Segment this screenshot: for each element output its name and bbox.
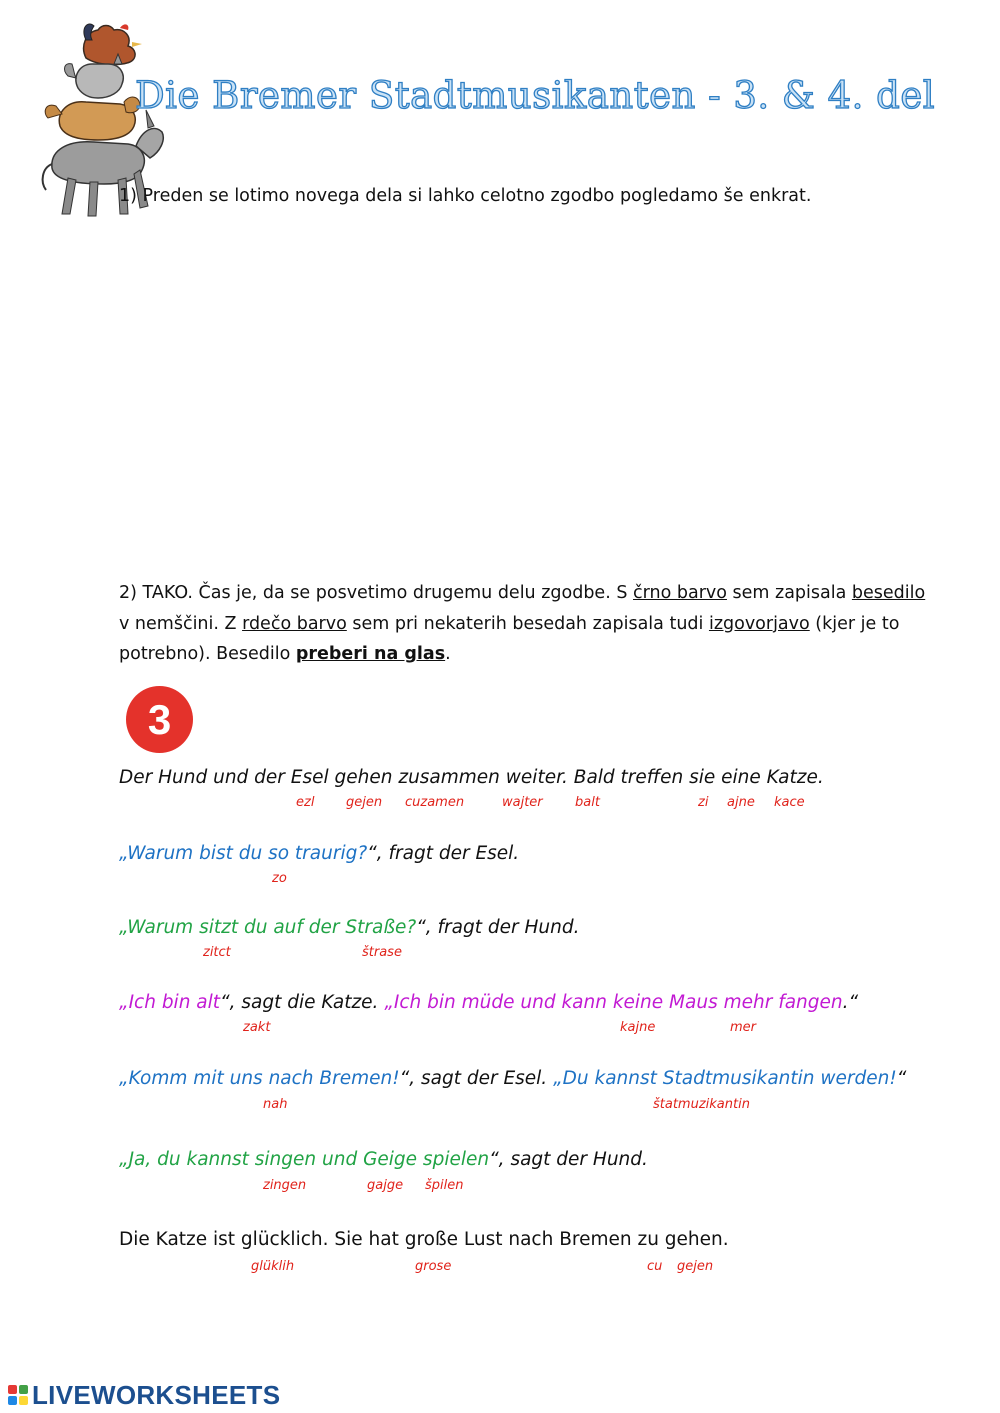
- pronunciation-hint: wajter: [502, 795, 543, 810]
- dog-icon: [45, 97, 140, 140]
- pronunciation-hint: kace: [774, 795, 805, 810]
- pronunciation-hint: glüklih: [251, 1259, 295, 1274]
- pronunciation-hint: balt: [575, 795, 600, 810]
- pronunciation-hint: ezl: [296, 795, 315, 810]
- logo-mark-icon: [8, 1385, 28, 1405]
- pronunciation-hint: kajne: [620, 1020, 656, 1035]
- pronunciation-hint: nah: [263, 1097, 288, 1112]
- quote-text: „Du kannst Stadtmusikantin werden!: [553, 1068, 897, 1089]
- story-line-6: „Ja, du kannst singen und Geige spielen“, sagt der Hund.: [119, 1149, 648, 1170]
- quote-text: „Ich bin müde und kann keine Maus mehr fangen: [384, 992, 843, 1013]
- pronunciation-hint: zi: [698, 795, 709, 810]
- instruction-1: 1) Preden se lotimo novega dela si lahko celotno zgodbo pogledamo še enkrat.: [119, 186, 812, 206]
- story-line-1: Der Hund und der Esel gehen zusammen weiter. Bald treffen sie eine Katze.: [119, 767, 824, 788]
- underlined-phrase: rdečo barvo: [242, 613, 347, 634]
- story-line-2: „Warum bist du so traurig?“, fragt der Esel.: [119, 843, 520, 864]
- instruction-2: 2) TAKO. Čas je, da se posvetimo drugemu delu zgodbe. S črno barvo sem zapisala besedilo v nemščini. Z rdečo barvo sem pri nekaterih besedah zapisala tudi izgovorjavo (kjer je to potrebno). Besedilo preberi na glas.: [119, 583, 926, 664]
- pronunciation-hint: ajne: [727, 795, 755, 810]
- underlined-phrase: besedilo: [851, 583, 926, 603]
- pronunciation-hint: gajge: [367, 1178, 404, 1193]
- pronunciation-hint: zakt: [243, 1020, 271, 1035]
- quote-text: „Ja, du kannst singen und Geige spielen: [119, 1149, 490, 1170]
- pronunciation-hint: zo: [272, 871, 287, 886]
- story-line-5: „Komm mit uns nach Bremen!“, sagt der Esel. „Du kannst Stadtmusikantin werden!“: [119, 1068, 907, 1089]
- story-line-3: „Warum sitzt du auf der Straße?“, fragt der Hund.: [119, 917, 580, 938]
- underlined-bold-phrase: preberi na glas: [295, 644, 446, 664]
- pronunciation-hint: grose: [415, 1259, 452, 1274]
- quote-text: „Komm mit uns nach Bremen!: [119, 1068, 400, 1089]
- story-line-4: „Ich bin alt“, sagt die Katze. „Ich bin müde und kann keine Maus mehr fangen.“: [119, 992, 859, 1013]
- story-line-7: Die Katze ist glücklich. Sie hat große Lust nach Bremen zu gehen.: [119, 1229, 729, 1250]
- quote-text: „Warum sitzt du auf der Straße?: [119, 917, 417, 938]
- pronunciation-hint: gejen: [346, 795, 383, 810]
- pronunciation-hint: cu: [647, 1259, 663, 1274]
- pronunciation-hint: štrase: [362, 945, 402, 960]
- underlined-phrase: črno barvo: [633, 583, 727, 603]
- pronunciation-hint: špilen: [425, 1178, 464, 1193]
- rooster-icon: [84, 24, 142, 65]
- section-number-badge: 3: [126, 686, 193, 753]
- pronunciation-hint: mer: [730, 1020, 757, 1035]
- underlined-phrase: izgovorjavo: [708, 613, 810, 634]
- liveworksheets-logo[interactable]: [8, 1380, 280, 1410]
- pronunciation-hint: gejen: [677, 1259, 714, 1274]
- quote-text: „Warum bist du so traurig?: [119, 843, 368, 864]
- pronunciation-hint: štatmuzikantin: [653, 1097, 750, 1112]
- brand-name: LIVEWORKSHEETS: [32, 1379, 281, 1410]
- pronunciation-hint: zingen: [263, 1178, 307, 1193]
- worksheet-title: Die Bremer Stadtmusikanten - 3. & 4. del: [135, 74, 936, 117]
- quote-text: „Ich bin alt: [119, 992, 221, 1013]
- pronunciation-hint: cuzamen: [405, 795, 465, 810]
- pronunciation-hint: zitct: [203, 945, 231, 960]
